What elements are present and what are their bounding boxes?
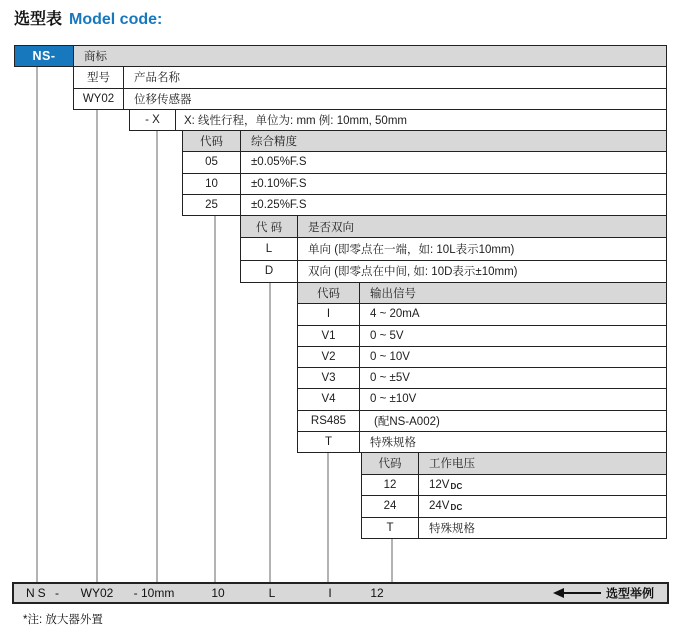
page-title-zh: 选型表 [14,11,63,28]
page-title-en: Model code: [69,11,163,28]
output-row [298,367,666,388]
accuracy-desc-cell: ±0.05%F.S [251,156,307,169]
accuracy-header-code-cell: 代码 [183,131,241,151]
voltage-header-code-cell: 代码 [362,453,419,474]
output-row [298,346,666,367]
accuracy-code-cell: 10 [183,174,241,194]
voltage-code-cell: T [362,518,419,539]
left-arrow-icon [563,592,601,594]
direction-row [241,237,666,259]
output-row [298,388,666,409]
example-value-accuracy: 10 [211,586,225,600]
connector-line-accuracy [214,216,216,582]
direction-header-row [241,216,666,237]
model-desc-cell: 位移传感器 [134,93,192,106]
example-value-stroke: - 10mm [133,586,175,600]
example-value-model: WY02 [80,586,114,600]
footnote: *注: 放大器外置 [23,614,103,626]
accuracy-header-row [183,131,666,151]
example-value-output: I [328,586,332,600]
example-value-direction: L [268,586,276,600]
output-header-desc-cell: 输出信号 [370,288,416,301]
stroke-row [130,110,666,130]
voltage-value: 特殊规格 [429,522,475,535]
accuracy-desc-cell: ±0.10%F.S [251,177,307,190]
output-row [298,431,666,452]
voltage-value: 12V [429,478,450,491]
connector-line-output [327,453,329,582]
model-code-cell: WY02 [74,89,124,110]
connector-line-voltage [391,539,393,582]
direction-block [240,215,667,283]
output-header-code-cell: 代码 [298,283,360,303]
direction-desc-cell: 双向 (即零点在中间, 如: 10D表示±10mm) [308,266,518,279]
stroke-block [129,109,667,131]
direction-desc-cell: 单向 (即零点在一端，如: 10L表示10mm) [308,243,515,256]
voltage-unit-sub: DC [450,481,463,491]
output-row [298,303,666,324]
output-code-cell: V4 [298,389,360,409]
accuracy-header-desc-cell: 综合精度 [251,136,297,149]
voltage-row [362,495,666,517]
accuracy-row [183,194,666,215]
voltage-desc-cell [419,475,666,496]
accuracy-code-cell: 05 [183,152,241,172]
stroke-desc-cell: X: 线性行程，单位为: mm 例: 10mm, 50mm [184,115,407,127]
voltage-block [361,452,667,539]
prefix-block [14,45,667,67]
voltage-header-row [362,453,666,474]
output-code-cell: T [298,432,360,452]
output-block [297,282,667,453]
connector-line-model [96,110,98,582]
output-code-cell: V2 [298,347,360,367]
accuracy-code-cell: 25 [183,195,241,215]
prefix-row [15,46,666,66]
voltage-row [362,517,666,539]
voltage-header-desc-cell: 工作电压 [429,458,475,471]
output-code-cell: RS485 [298,411,360,431]
output-code-cell: V3 [298,368,360,388]
connector-line-direction [269,283,271,582]
voltage-desc-cell [419,496,666,517]
direction-code-cell: D [241,261,298,282]
output-desc-cell: 特殊规格 [370,436,416,449]
example-arrow-label: 选型举例 [606,586,655,601]
output-code-cell: I [298,304,360,324]
accuracy-row [183,173,666,194]
voltage-unit-sub: DC [450,503,463,513]
model-block [73,66,667,110]
example-value-voltage: 12 [370,586,384,600]
output-desc-cell: 4 ~ 20mA [370,308,420,321]
left-arrow-head-icon [553,588,564,598]
accuracy-desc-cell: ±0.25%F.S [251,198,307,211]
trademark-cell: 商标 [74,46,666,66]
accuracy-row [183,151,666,172]
output-desc-cell: 0 ~ ±10V [370,393,417,406]
connector-line-prefix [36,67,38,582]
voltage-desc-cell [419,518,666,539]
output-desc-cell: 0 ~ ±5V [370,372,410,385]
direction-code-cell: L [241,238,298,259]
direction-header-desc-cell: 是否双向 [308,221,354,234]
model-header-desc-cell: 产品名称 [134,72,180,85]
output-row [298,410,666,431]
model-value-row [74,88,666,110]
prefix-code-cell: NS- [15,46,74,66]
stroke-code-cell: - X [130,110,176,130]
output-desc-cell: 0 ~ 10V [370,350,410,363]
voltage-code-cell: 12 [362,475,419,496]
voltage-code-cell: 24 [362,496,419,517]
output-code-cell: V1 [298,326,360,346]
output-desc-cell: (配NS-A002) [374,415,440,428]
model-header-row [74,67,666,88]
example-row [12,582,669,604]
output-header-row [298,283,666,303]
output-desc-cell: 0 ~ 5V [370,329,404,342]
example-value-prefix: NS - [26,586,62,600]
accuracy-block [182,130,667,216]
voltage-row [362,474,666,496]
direction-header-code-cell: 代 码 [241,216,298,237]
output-row [298,325,666,346]
page-title [14,9,162,31]
model-header-code-cell: 型号 [74,67,124,88]
connector-line-stroke [156,131,158,582]
direction-row [241,260,666,282]
voltage-value: 24V [429,500,450,513]
